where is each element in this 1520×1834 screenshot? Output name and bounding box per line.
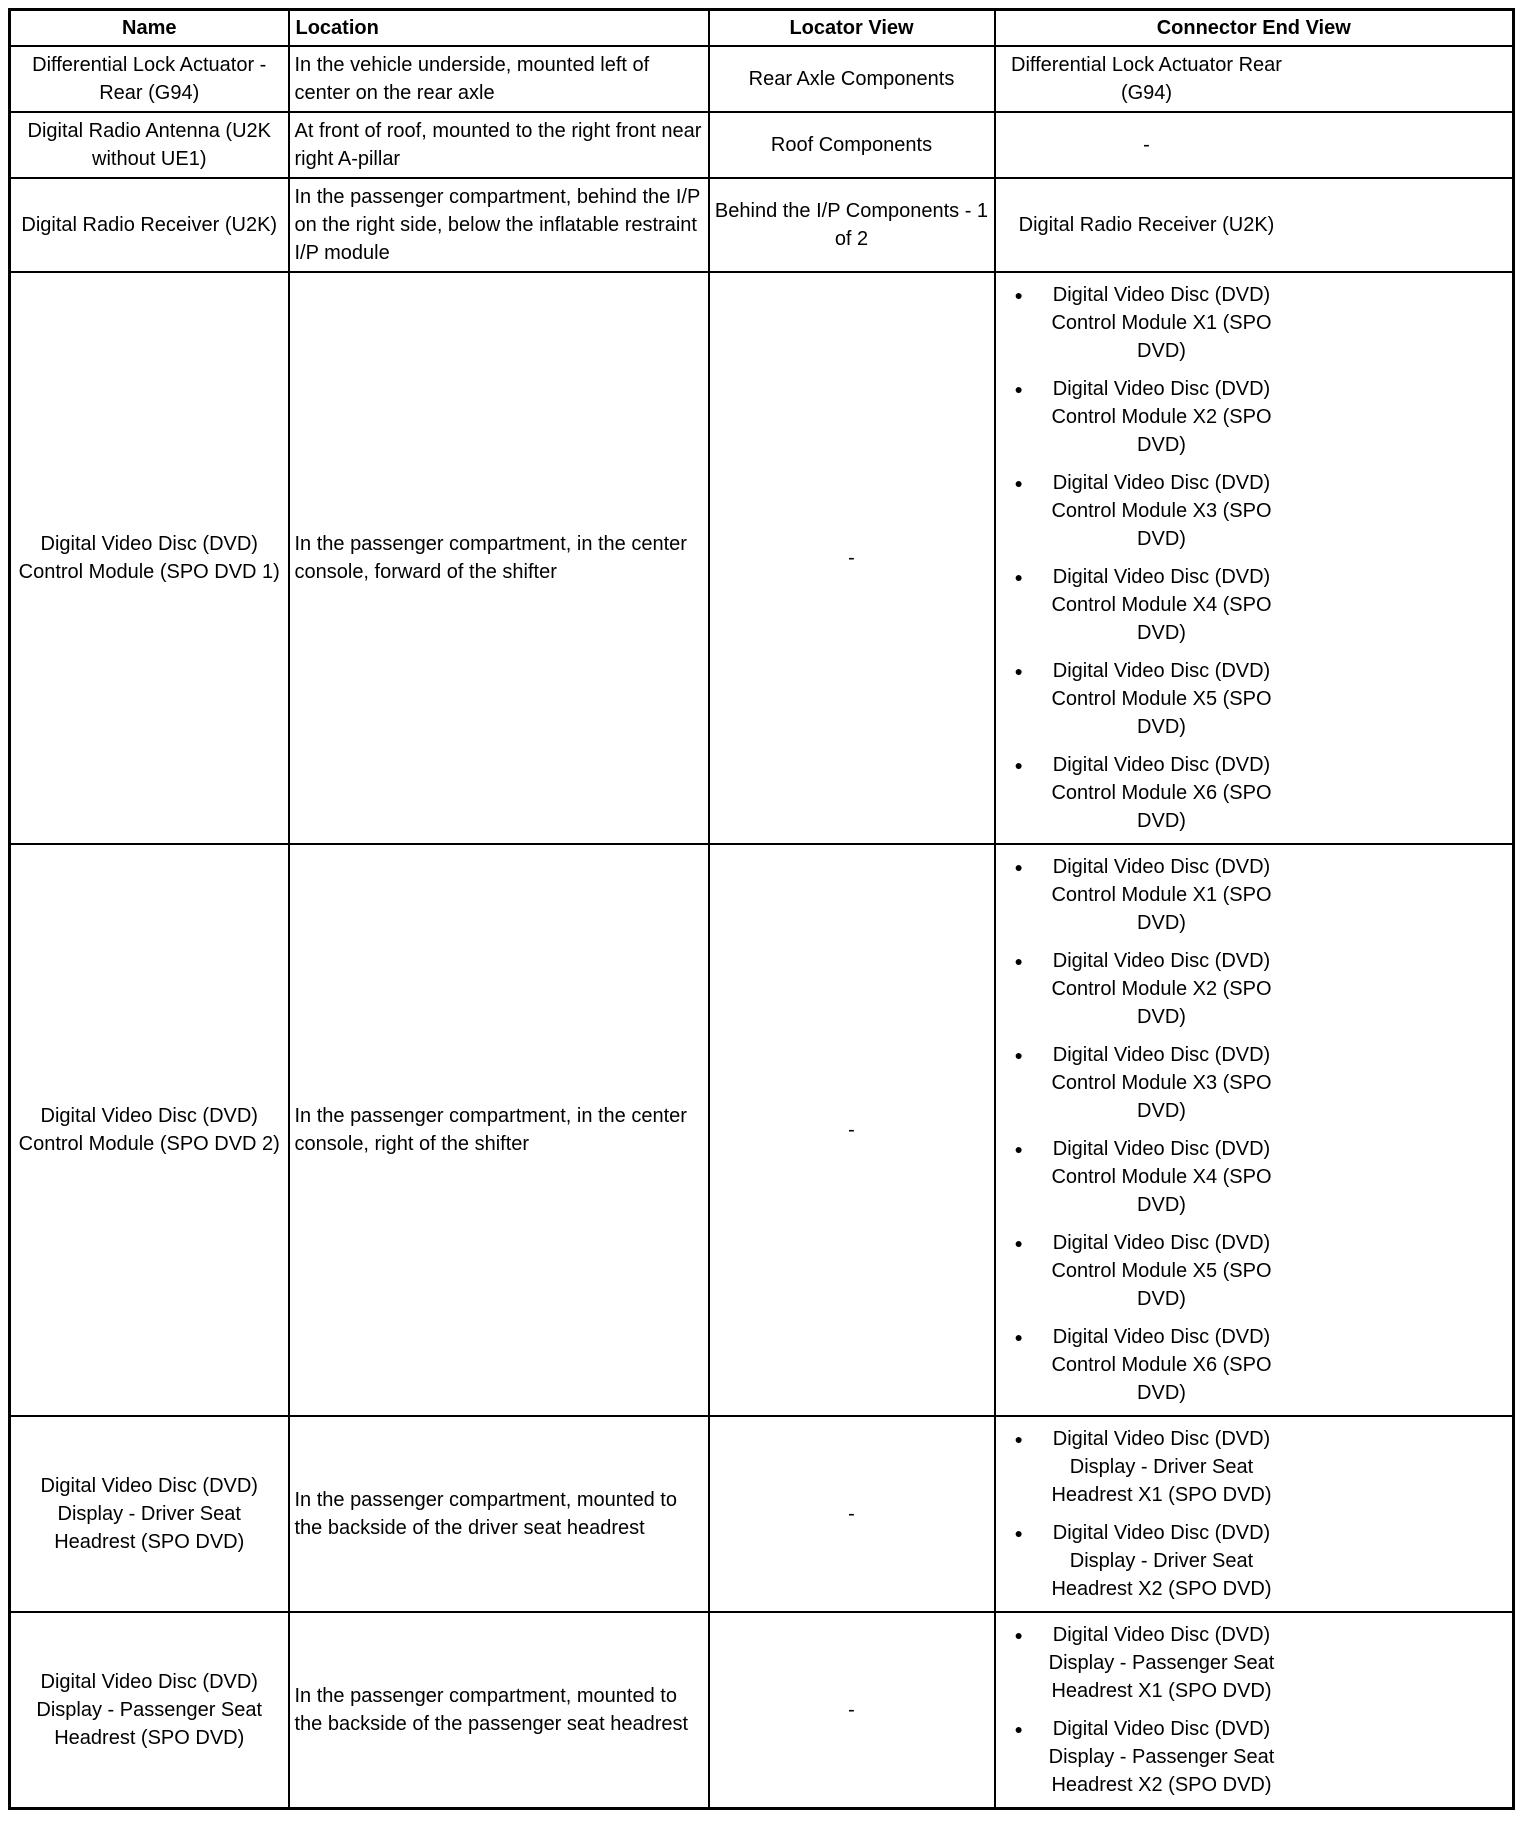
bullet-icon: ● — [1014, 953, 1023, 969]
cell-name: Digital Video Disc (DVD) Display - Passenger Seat Headrest (SPO DVD) — [10, 1612, 289, 1809]
cell-location: In the passenger compartment, mounted to the backside of the passenger seat headrest — [289, 1612, 709, 1809]
cell-locator-view: - — [709, 1612, 995, 1809]
cell-connector-end-view — [995, 1612, 1514, 1809]
cell-name: Digital Radio Antenna (U2K without UE1) — [10, 112, 289, 178]
list-item — [1015, 1425, 1287, 1509]
bullet-icon: ● — [1014, 1431, 1023, 1447]
bullet-icon: ● — [1014, 1047, 1023, 1063]
component-locator-table — [8, 8, 1515, 1810]
list-item — [1015, 469, 1287, 553]
cell-locator-view: Roof Components — [709, 112, 995, 178]
table-row — [10, 112, 1514, 178]
list-item — [1015, 1041, 1287, 1125]
table-row — [10, 272, 1514, 844]
list-item-text: Digital Video Disc (DVD) Control Module X3 (SPO DVD) — [1051, 472, 1272, 550]
cell-connector-end-view — [995, 1416, 1514, 1612]
list-item — [1015, 657, 1287, 741]
cell-location: In the passenger compartment, in the center console, right of the shifter — [289, 844, 709, 1416]
cell-connector-end-view — [995, 272, 1514, 844]
connector-end-view-text: - — [1143, 134, 1150, 156]
bullet-icon: ● — [1014, 1525, 1023, 1541]
cell-locator-view: - — [709, 272, 995, 844]
list-item-text: Digital Video Disc (DVD) Control Module X4 (SPO DVD) — [1051, 566, 1272, 644]
bullet-icon: ● — [1014, 1329, 1023, 1345]
column-header-locator-view: Locator View — [709, 10, 995, 47]
list-item — [1015, 1519, 1287, 1603]
list-item-text: Digital Video Disc (DVD) Control Module X6 (SPO DVD) — [1051, 1326, 1272, 1404]
bullet-icon: ● — [1014, 1721, 1023, 1737]
table-row — [10, 1416, 1514, 1612]
list-item-text: Digital Video Disc (DVD) Control Module X1 (SPO DVD) — [1051, 284, 1272, 362]
list-item — [1015, 563, 1287, 647]
connector-list — [1001, 1621, 1287, 1799]
bullet-icon: ● — [1014, 859, 1023, 875]
list-item-text: Digital Video Disc (DVD) Display - Driver Seat Headrest X2 (SPO DVD) — [1051, 1522, 1272, 1600]
bullet-icon: ● — [1014, 475, 1023, 491]
list-item-text: Digital Video Disc (DVD) Control Module X6 (SPO DVD) — [1051, 754, 1272, 832]
cell-connector-end-view — [995, 844, 1514, 1416]
bullet-icon: ● — [1014, 287, 1023, 303]
table-row — [10, 844, 1514, 1416]
list-item-text: Digital Video Disc (DVD) Display - Driver Seat Headrest X1 (SPO DVD) — [1051, 1428, 1272, 1506]
bullet-icon: ● — [1014, 663, 1023, 679]
cell-name: Digital Radio Receiver (U2K) — [10, 178, 289, 272]
list-item — [1015, 1621, 1287, 1705]
cell-locator-view: Rear Axle Components — [709, 46, 995, 112]
bullet-icon: ● — [1014, 1235, 1023, 1251]
column-header-name: Name — [10, 10, 289, 47]
cell-location: In the vehicle underside, mounted left of center on the rear axle — [289, 46, 709, 112]
list-item — [1015, 1135, 1287, 1219]
list-item-text: Digital Video Disc (DVD) Control Module X5 (SPO DVD) — [1051, 660, 1272, 738]
cell-name: Digital Video Disc (DVD) Control Module (SPO DVD 1) — [10, 272, 289, 844]
list-item — [1015, 375, 1287, 459]
bullet-icon: ● — [1014, 1141, 1023, 1157]
cell-connector-end-view — [995, 178, 1514, 272]
connector-list — [1001, 1425, 1287, 1603]
connector-list — [1001, 281, 1287, 835]
list-item-text: Digital Video Disc (DVD) Control Module X1 (SPO DVD) — [1051, 856, 1272, 934]
column-header-connector-end-view: Connector End View — [995, 10, 1514, 47]
connector-list — [1001, 853, 1287, 1407]
list-item — [1015, 853, 1287, 937]
list-item-text: Digital Video Disc (DVD) Control Module X3 (SPO DVD) — [1051, 1044, 1272, 1122]
cell-name: Digital Video Disc (DVD) Control Module (SPO DVD 2) — [10, 844, 289, 1416]
table-row — [10, 46, 1514, 112]
connector-end-view-text: Digital Radio Receiver (U2K) — [1018, 214, 1275, 236]
list-item-text: Digital Video Disc (DVD) Control Module X2 (SPO DVD) — [1051, 950, 1272, 1028]
cell-locator-view: - — [709, 844, 995, 1416]
cell-locator-view: - — [709, 1416, 995, 1612]
bullet-icon: ● — [1014, 569, 1023, 585]
bullet-icon: ● — [1014, 757, 1023, 773]
list-item — [1015, 1715, 1287, 1799]
list-item — [1015, 751, 1287, 835]
list-item-text: Digital Video Disc (DVD) Display - Passenger Seat Headrest X2 (SPO DVD) — [1048, 1718, 1275, 1796]
cell-name: Differential Lock Actuator - Rear (G94) — [10, 46, 289, 112]
list-item-text: Digital Video Disc (DVD) Control Module X5 (SPO DVD) — [1051, 1232, 1272, 1310]
column-header-location: Location — [289, 10, 709, 47]
cell-locator-view: Behind the I/P Components - 1 of 2 — [709, 178, 995, 272]
cell-location: At front of roof, mounted to the right front near right A-pillar — [289, 112, 709, 178]
list-item-text: Digital Video Disc (DVD) Control Module X4 (SPO DVD) — [1051, 1138, 1272, 1216]
list-item-text: Digital Video Disc (DVD) Control Module X2 (SPO DVD) — [1051, 378, 1272, 456]
cell-location: In the passenger compartment, in the center console, forward of the shifter — [289, 272, 709, 844]
table-row — [10, 1612, 1514, 1809]
list-item — [1015, 947, 1287, 1031]
bullet-icon: ● — [1014, 1627, 1023, 1643]
list-item — [1015, 281, 1287, 365]
connector-end-view-text: Differential Lock Actuator Rear (G94) — [1011, 54, 1282, 104]
list-item — [1015, 1229, 1287, 1313]
cell-location: In the passenger compartment, mounted to the backside of the driver seat headrest — [289, 1416, 709, 1612]
table-row — [10, 178, 1514, 272]
list-item-text: Digital Video Disc (DVD) Display - Passenger Seat Headrest X1 (SPO DVD) — [1048, 1624, 1275, 1702]
cell-location: In the passenger compartment, behind the I/P on the right side, below the inflatable restraint I/P module — [289, 178, 709, 272]
cell-connector-end-view — [995, 112, 1514, 178]
table-header-row — [10, 10, 1514, 47]
cell-connector-end-view — [995, 46, 1514, 112]
cell-name: Digital Video Disc (DVD) Display - Driver Seat Headrest (SPO DVD) — [10, 1416, 289, 1612]
bullet-icon: ● — [1014, 381, 1023, 397]
list-item — [1015, 1323, 1287, 1407]
